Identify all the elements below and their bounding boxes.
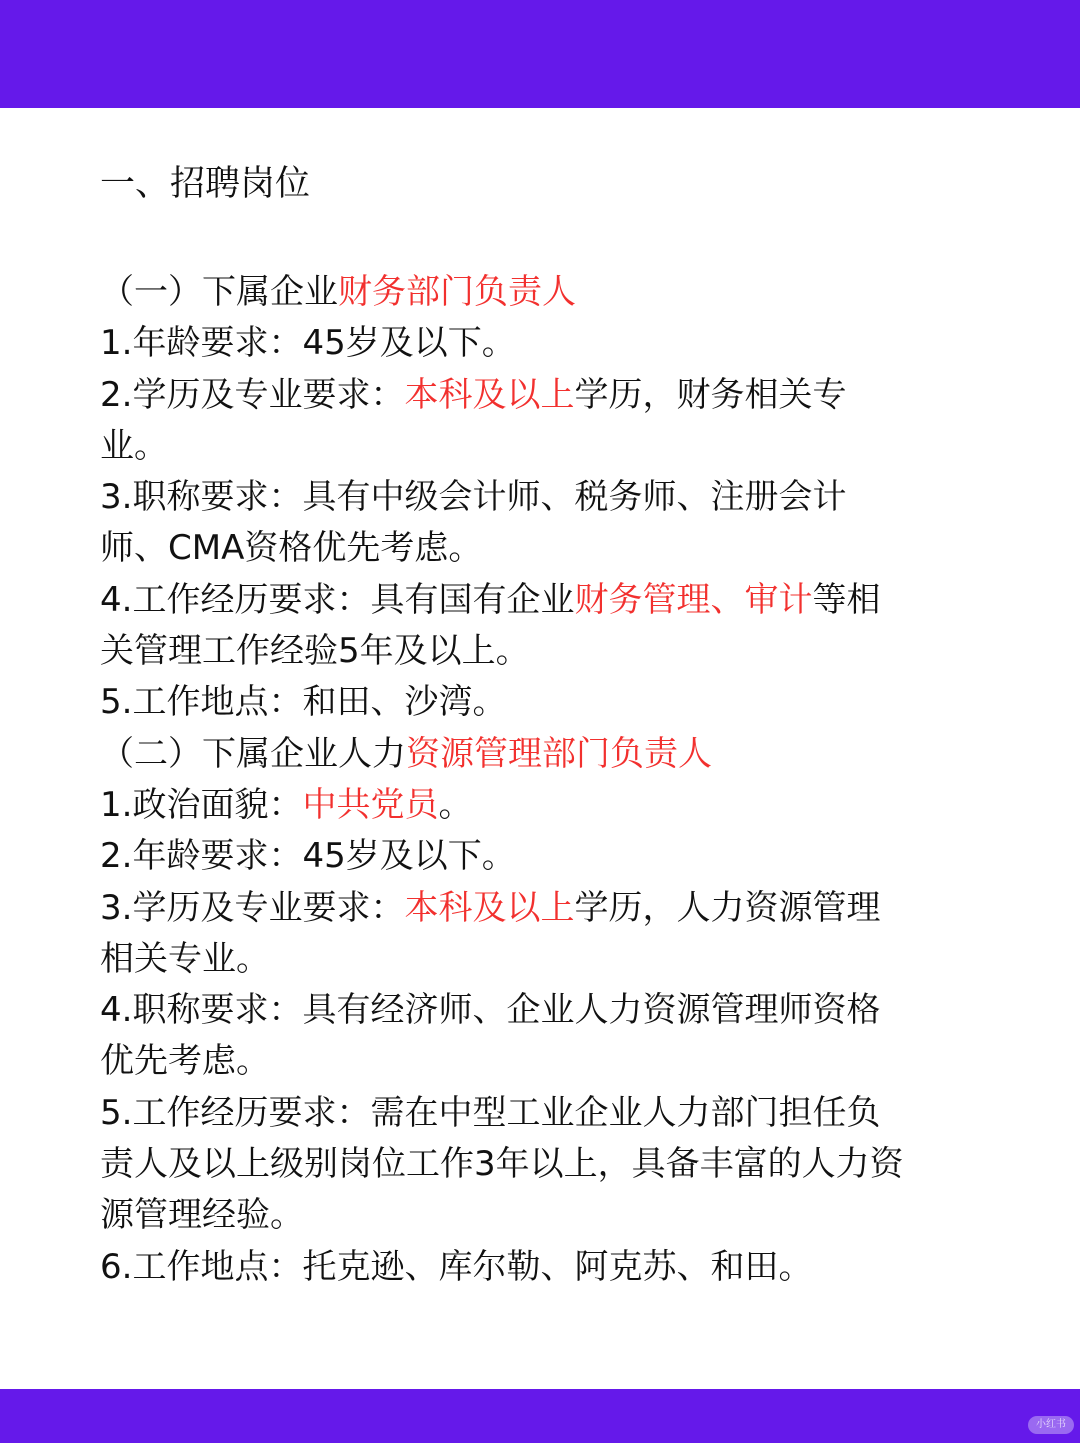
text-segment: 4.工作经历要求：具有国有企业	[100, 579, 575, 620]
text-segment: 3.职称要求：具有中级会计师、税务师、注册会计	[100, 477, 847, 518]
highlighted-text: 中共党员	[302, 784, 439, 825]
highlighted-text: 本科及以上	[404, 887, 575, 928]
text-line	[100, 626, 1000, 677]
text-segment: （一）下属企业	[100, 272, 338, 312]
top-color-band	[0, 0, 1080, 108]
text-line	[100, 780, 1000, 831]
text-line	[100, 985, 1000, 1036]
text-line	[100, 831, 1000, 882]
text-line	[100, 575, 1000, 626]
text-line	[100, 934, 1000, 985]
text-line	[100, 267, 1000, 318]
text-segment: 学历，财务相关专	[574, 374, 847, 415]
text-segment: （二）下属企业人力	[100, 733, 406, 774]
text-segment: 1.政治面貌：	[100, 784, 303, 825]
text-segment: 1.年龄要求：45岁及以下。	[100, 323, 516, 364]
text-line	[100, 318, 1000, 369]
text-line	[100, 1139, 1000, 1190]
watermark-badge: 小红书	[1028, 1416, 1074, 1434]
text-line	[100, 421, 1000, 472]
text-line	[100, 729, 1000, 780]
highlighted-text: 财务管理、审计	[574, 579, 813, 620]
highlighted-text: 资源管理部门负责人	[406, 733, 712, 774]
text-segment: 5.工作经历要求：需在中型工业企业人力部门担任负	[100, 1092, 881, 1133]
highlighted-text: 本科及以上	[404, 374, 575, 415]
text-line	[100, 883, 1000, 934]
document-body	[0, 108, 1080, 1389]
requirements-text	[100, 267, 1000, 1293]
section-heading: 一、招聘岗位	[100, 164, 311, 204]
text-segment: 源管理经验。	[100, 1195, 304, 1236]
text-line	[100, 370, 1000, 421]
bottom-color-band	[0, 1389, 1080, 1443]
text-segment: 2.学历及专业要求：	[100, 374, 405, 415]
text-segment: 关管理工作经验5年及以上。	[100, 631, 530, 672]
text-line	[100, 1190, 1000, 1241]
text-segment: 师、CMA资格优先考虑。	[100, 528, 483, 569]
text-line	[100, 1088, 1000, 1139]
text-segment: 4.职称要求：具有经济师、企业人力资源管理师资格	[100, 990, 881, 1031]
text-segment: 优先考虑。	[100, 1041, 270, 1082]
text-line	[100, 1036, 1000, 1087]
text-segment: 等相	[812, 579, 881, 620]
text-segment: 责人及以上级别岗位工作3年以上，具备丰富的人力资	[100, 1144, 904, 1185]
text-segment: 6.工作地点：托克逊、库尔勒、阿克苏、和田。	[100, 1246, 813, 1287]
text-segment: 学历，人力资源管理	[574, 887, 881, 928]
text-line	[100, 677, 1000, 728]
text-line	[100, 523, 1000, 574]
text-segment: 2.年龄要求：45岁及以下。	[100, 836, 516, 877]
text-line	[100, 1242, 1000, 1293]
text-segment: 3.学历及专业要求：	[100, 887, 405, 928]
text-segment: 相关专业。	[100, 938, 270, 979]
text-segment: 。	[438, 784, 473, 825]
text-segment: 5.工作地点：和田、沙湾。	[100, 682, 507, 723]
text-line	[100, 472, 1000, 523]
text-segment: 业。	[100, 425, 168, 466]
highlighted-text: 财务部门负责人	[338, 272, 576, 312]
